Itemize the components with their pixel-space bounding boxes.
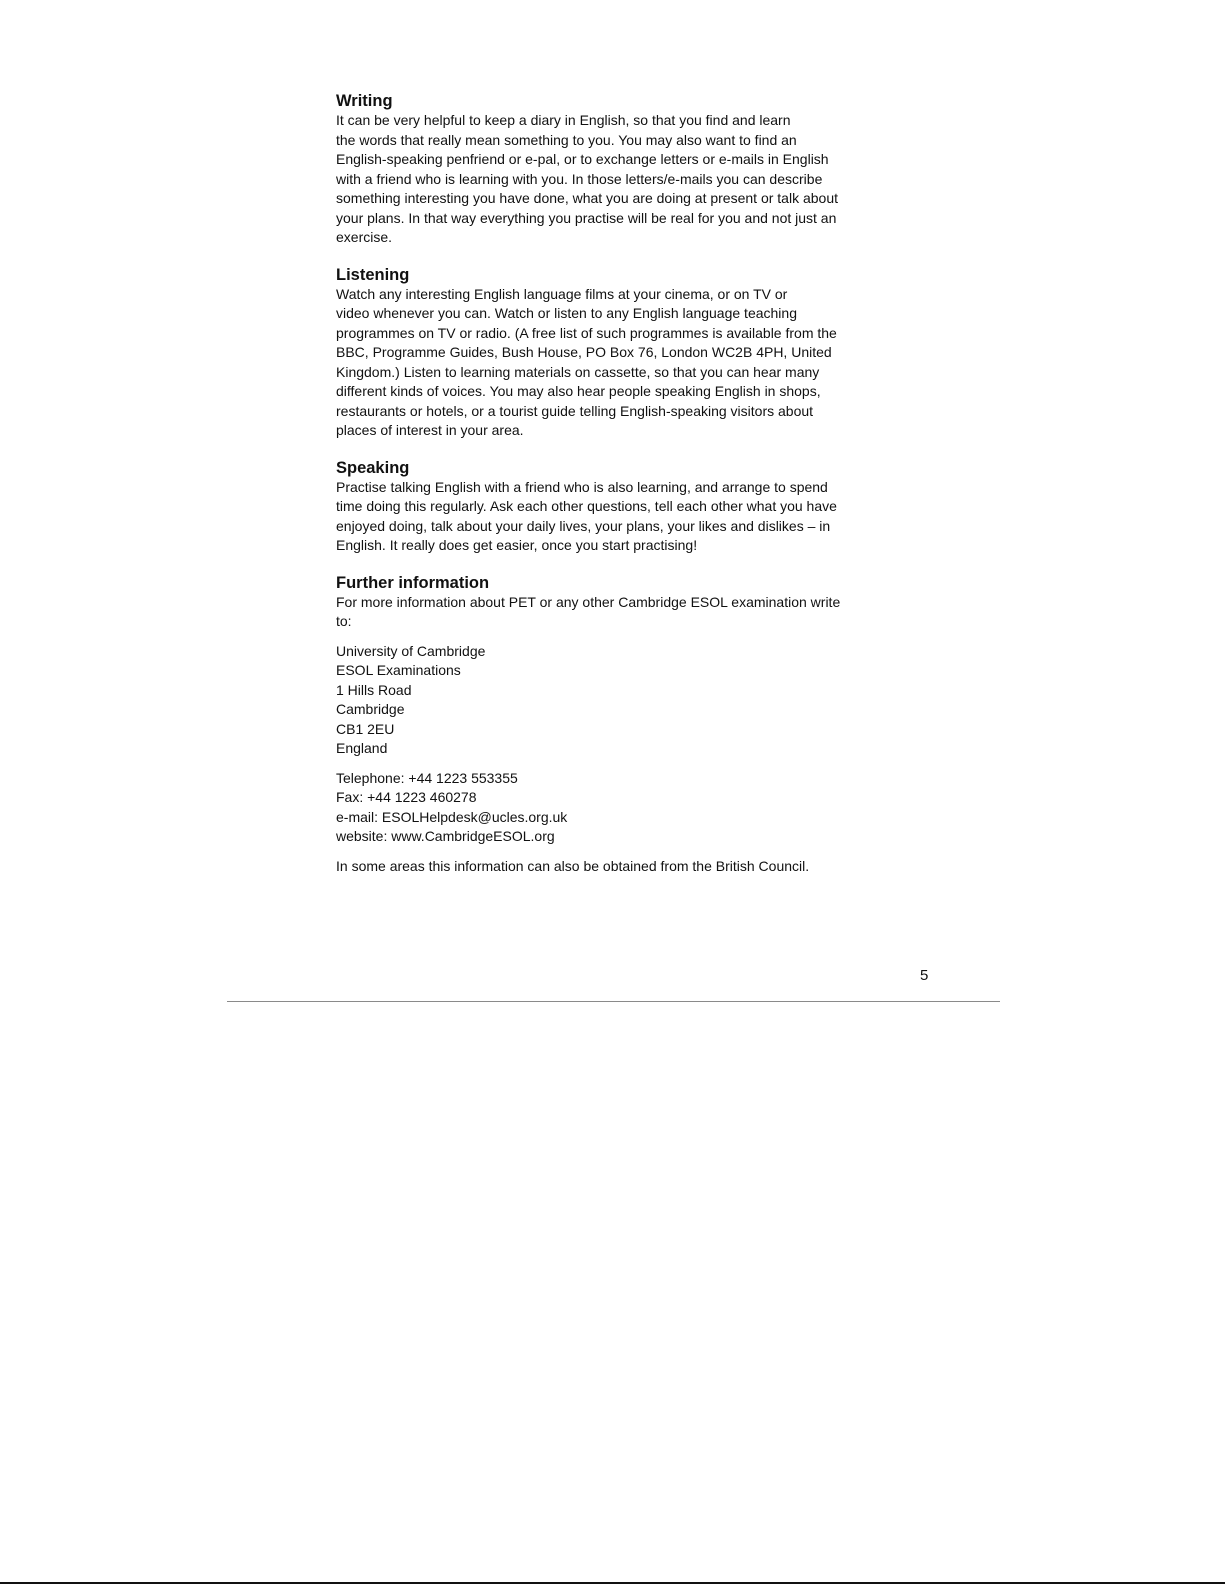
paragraph-line: BBC, Programme Guides, Bush House, PO Box 76, London WC2B 4PH, United [336,344,832,360]
spacer [336,248,896,265]
section-heading: Writing [336,92,393,110]
telephone: Telephone: +44 1223 553355 [336,769,518,786]
section-heading: Listening [336,265,410,284]
paragraph-line: places of interest in your area. [336,422,524,438]
paragraph-line: Kingdom.) Listen to learning materials on cassette, so that you can hear many [336,363,820,380]
paragraph-line: It can be very helpful to keep a diary in English, so that you find and learn [336,112,791,128]
paragraph-line: programmes on TV or radio. (A free list of such programmes is available from the [336,324,837,341]
paragraph-line: video whenever you can. Watch or listen to any English language teaching [336,305,797,321]
paragraph-line: enjoyed doing, talk about your daily lives, your plans, your likes and dislikes – in [336,517,831,534]
spacer [336,441,896,458]
paragraph-line: the words that really mean something to you. You may also want to find an [336,131,797,148]
paragraph-line: Watch any interesting English language films at your cinema, or on TV or [336,285,788,302]
spacer [336,759,896,769]
paragraph-line: to: [336,613,352,629]
paragraph-line: different kinds of voices. You may also hear people speaking English in shops, [336,383,821,399]
section-heading: Further information [336,573,490,592]
page-bottom-edge [0,1582,1225,1584]
section-further-information [336,573,896,877]
section-speaking [336,458,896,556]
address-line: CB1 2EU [336,720,395,737]
spacer [336,847,896,857]
spacer [336,632,896,642]
paragraph-line: something interesting you have done, what you are doing at present or talk about [336,190,838,206]
section-listening [336,265,896,441]
email: e-mail: ESOLHelpdesk@ucles.org.uk [336,808,568,825]
address-line: Cambridge [336,701,405,717]
postal-address [336,642,896,759]
paragraph-line: your plans. In that way everything you practise will be real for you and not just an [336,209,837,226]
fax: Fax: +44 1223 460278 [336,789,477,805]
paragraph-line: time doing this regularly. Ask each other questions, tell each other what you have [336,498,837,514]
page-content [336,91,896,876]
address-line: University of Cambridge [336,642,486,659]
spacer [336,556,896,573]
address-line: 1 Hills Road [336,681,412,698]
section-heading: Speaking [336,458,410,477]
paragraph-line: English-speaking penfriend or e-pal, or to exchange letters or e-mails in English [336,151,829,167]
website: website: www.CambridgeESOL.org [336,828,555,844]
contact-details [336,769,896,847]
paragraph-line: English. It really does get easier, once you start practising! [336,537,698,553]
paragraph-line: exercise. [336,229,393,245]
paragraph-line: restaurants or hotels, or a tourist guide telling English-speaking visitors about [336,402,814,419]
address-line: England [336,740,388,756]
section-writing [336,91,896,248]
closing-note: In some areas this information can also be obtained from the British Council. [336,857,810,874]
paragraph-line: Practise talking English with a friend who is also learning, and arrange to spend [336,478,828,495]
paragraph-line: with a friend who is learning with you. In those letters/e-mails you can describe [336,170,823,187]
paragraph-line: For more information about PET or any other Cambridge ESOL examination write [336,593,841,610]
footer-divider [227,1001,1000,1002]
page-number: 5 [920,967,929,984]
address-line: ESOL Examinations [336,662,461,678]
